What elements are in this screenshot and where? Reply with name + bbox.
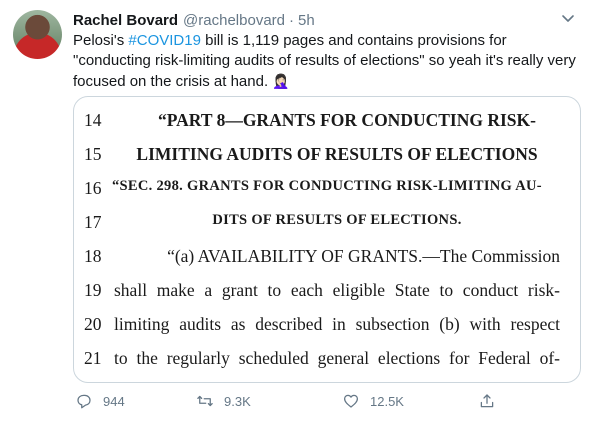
doc-line	[74, 273, 580, 307]
doc-line	[74, 205, 580, 239]
retweet-icon	[196, 392, 214, 410]
tweet-text	[73, 31, 578, 92]
retweet-count: 9.3K	[224, 393, 251, 409]
line-number: 20	[84, 314, 102, 334]
doc-line	[74, 307, 580, 341]
line-number: 17	[84, 212, 102, 232]
author-handle[interactable]: @rachelbovard	[183, 11, 285, 29]
line-number: 15	[84, 144, 102, 164]
line-number: 19	[84, 280, 102, 300]
like-count: 12.5K	[370, 393, 404, 409]
separator-dot: ·	[289, 11, 294, 29]
heart-icon	[342, 392, 360, 410]
retweet-button[interactable]	[196, 392, 251, 410]
line-text: LIMITING AUDITS OF RESULTS OF ELECTIONS	[136, 144, 538, 164]
line-text: “(a) AVAILABILITY OF GRANTS.—The Commission	[167, 246, 560, 266]
line-text: DITS OF RESULTS OF ELECTIONS.	[212, 212, 462, 228]
doc-line	[74, 137, 580, 171]
facepalm-emoji: 🤦🏻‍♀️	[272, 73, 290, 89]
line-number: 14	[84, 110, 102, 130]
doc-line	[74, 171, 580, 205]
like-button[interactable]	[342, 392, 404, 410]
doc-line	[74, 341, 580, 375]
tweet-text-before: Pelosi's	[73, 32, 129, 49]
share-icon	[478, 392, 496, 410]
line-number: 18	[84, 246, 102, 266]
reply-count: 944	[103, 393, 125, 409]
tweet-actions	[73, 392, 578, 414]
line-text: limiting audits as described in subsection (b) with respect	[114, 314, 560, 334]
chevron-down-icon[interactable]	[560, 10, 576, 26]
line-text: to the regularly scheduled general elections for Federal of-	[114, 348, 560, 368]
line-number: 21	[84, 348, 102, 368]
line-number: 16	[84, 178, 102, 198]
reply-button[interactable]	[75, 392, 125, 410]
tweet-timestamp[interactable]: 5h	[298, 11, 315, 29]
avatar[interactable]	[13, 10, 62, 59]
tweet-header	[73, 10, 576, 30]
tweet-image[interactable]	[73, 96, 581, 383]
share-button[interactable]	[478, 392, 506, 410]
reply-icon	[75, 392, 93, 410]
line-text: “PART 8—GRANTS FOR CONDUCTING RISK-	[158, 110, 536, 130]
line-text: shall make a grant to each eligible State to conduct risk-	[114, 280, 560, 300]
line-text: “SEC. 298. GRANTS FOR CONDUCTING RISK-LIMITING AU-	[112, 178, 542, 194]
author-name[interactable]: Rachel Bovard	[73, 11, 179, 29]
doc-line	[74, 239, 580, 273]
tweet-text-after: bill is 1,119 pages and contains provisions for "conducting risk-limiting audits of results of elections" so yeah it's really very focused on the crisis at hand.	[73, 32, 576, 90]
hashtag-link[interactable]: #COVID19	[128, 32, 201, 49]
doc-line	[74, 103, 580, 137]
